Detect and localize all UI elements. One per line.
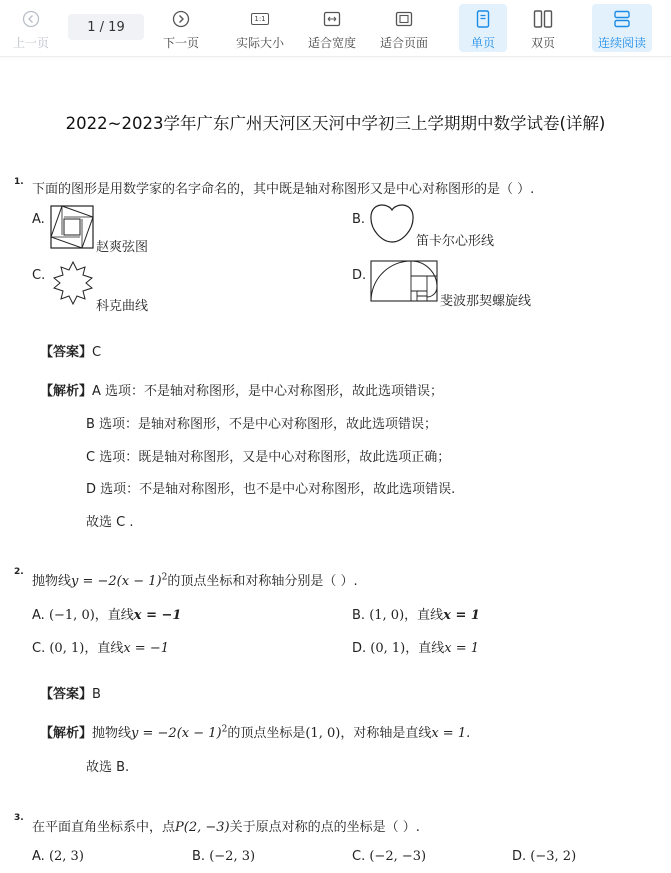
q3-stem-point: P(2, −3) — [175, 820, 230, 835]
q2-option-b-letter: B. — [352, 608, 366, 623]
q2-analysis-mid2: ，对称轴是直线 — [340, 726, 432, 741]
q3-option-a-value: (2, 3) — [48, 849, 84, 864]
q1-answer-value: C — [92, 345, 102, 360]
q1-answer-line — [40, 341, 101, 360]
single-page-label: 单页 — [470, 36, 495, 50]
q2-analysis-tag: 【解析】 — [40, 726, 93, 741]
q2-option-d-line-text: ，直线 — [405, 641, 445, 656]
koch-snowflake-figure — [50, 260, 96, 306]
actual-size-label: 实际大小 — [235, 36, 284, 50]
q2-answer-tag: 【答案】 — [40, 687, 93, 702]
q3-option-c-value: (−2, −3) — [369, 849, 427, 864]
zhao-shuang-diagram-figure — [50, 205, 94, 249]
q2-stem — [32, 570, 358, 589]
cardioid-figure — [368, 202, 416, 244]
q2-number: 2. — [14, 567, 24, 577]
q3-option-b — [192, 849, 255, 864]
q1-option-b-letter: B. — [352, 212, 366, 227]
q1-analysis-line-2: B 选项：是轴对称图形，不是中心对称图形，故此选项错误； — [86, 417, 438, 432]
q2-analysis-equation: y = −2(x − 1) — [131, 726, 222, 741]
q3-stem — [32, 816, 420, 835]
fit-page-button[interactable] — [374, 4, 434, 52]
q2-option-a-equation: x = −1 — [133, 608, 182, 623]
q2-option-a-letter: A. — [32, 608, 45, 623]
document-title: 2022~2023学年广东广州天河区天河中学初三上学期期中数学试卷(详解) — [65, 114, 606, 133]
fit-page-label: 适合页面 — [379, 36, 428, 50]
q1-answer-tag: 【答案】 — [40, 345, 93, 360]
q2-stem-prefix: 抛物线 — [32, 574, 72, 589]
page-current-input[interactable]: 1 — [87, 19, 96, 35]
q2-stem-equation: y = −2(x − 1) — [71, 574, 162, 589]
q1-analysis-line-4: D 选项：不是轴对称图形，也不是中心对称图形，故此选项错误. — [86, 482, 456, 497]
q1-analysis-line-3: C 选项：既是轴对称图形，又是中心对称图形，故此选项正确； — [86, 450, 451, 465]
fit-width-icon — [323, 8, 341, 30]
q2-analysis-point: (1, 0) — [305, 726, 341, 741]
q2-analysis-line-1 — [40, 722, 470, 741]
q2-option-b-line-text: ，直线 — [404, 608, 444, 623]
double-page-icon — [533, 8, 553, 30]
q3-stem-suffix: 关于原点对称的点的坐标是（ ）. — [229, 820, 420, 835]
q1-option-b-caption: 笛卡尔心形线 — [416, 234, 495, 249]
q3-option-a — [32, 849, 84, 864]
q2-option-c-equation: x = −1 — [123, 641, 169, 656]
viewer-toolbar — [0, 0, 671, 57]
q2-analysis-exponent: 2 — [221, 724, 228, 735]
q2-option-c — [32, 637, 169, 656]
q3-option-b-value: (−2, 3) — [209, 849, 256, 864]
q2-analysis-line-2: 故选 B. — [86, 760, 130, 775]
actual-size-icon — [251, 8, 268, 30]
q1-option-a-caption: 赵爽弦图 — [96, 240, 149, 255]
fit-width-button[interactable] — [302, 4, 362, 52]
next-page-label: 下一页 — [162, 36, 199, 50]
continuous-reading-button[interactable] — [592, 4, 652, 52]
continuous-reading-label: 连续阅读 — [597, 36, 646, 50]
fit-width-label: 适合宽度 — [307, 36, 356, 50]
actual-size-button[interactable] — [230, 4, 290, 52]
chevron-right-circle-icon — [172, 8, 190, 30]
q3-number: 3. — [14, 813, 24, 823]
q2-option-d — [352, 637, 479, 656]
prev-page-button[interactable] — [8, 4, 54, 52]
fit-page-icon — [395, 8, 413, 30]
q1-option-a-letter: A. — [32, 212, 45, 227]
single-page-icon — [476, 8, 490, 30]
q3-option-d-value: (−3, 2) — [530, 849, 577, 864]
q2-answer-line — [40, 683, 101, 702]
q1-analysis-text-1: A 选项：不是轴对称图形，是中心对称图形，故此选项错误； — [92, 384, 444, 399]
q3-option-d-letter: D. — [512, 849, 527, 864]
q3-option-d — [512, 849, 576, 864]
q2-option-a — [32, 604, 181, 623]
q3-option-a-letter: A. — [32, 849, 45, 864]
q2-answer-value: B — [92, 687, 101, 702]
single-page-button[interactable] — [459, 4, 507, 52]
q2-option-d-letter: D. — [352, 641, 367, 656]
q2-option-d-point: (0, 1) — [370, 641, 406, 656]
q3-option-b-letter: B. — [192, 849, 206, 864]
page-total: / 19 — [99, 19, 125, 35]
q1-analysis-tag: 【解析】 — [40, 384, 93, 399]
q1-option-c-caption: 科克曲线 — [96, 299, 149, 314]
next-page-button[interactable] — [158, 4, 204, 52]
q3-stem-prefix: 在平面直角坐标系中，点 — [32, 820, 176, 835]
page-indicator[interactable] — [68, 14, 144, 40]
q2-option-d-equation: x = 1 — [444, 641, 480, 656]
q3-option-c — [352, 849, 426, 864]
q2-analysis-prefix: 抛物线 — [92, 726, 132, 741]
q3-option-c-letter: C. — [352, 849, 366, 864]
continuous-reading-icon — [613, 8, 631, 30]
double-page-button[interactable] — [519, 4, 567, 52]
q2-stem-suffix: 的顶点坐标和对称轴分别是（ ）. — [167, 574, 358, 589]
q2-option-a-line-text: ，直线 — [94, 608, 134, 623]
double-page-label: 双页 — [530, 36, 555, 50]
q2-option-c-point: (0, 1) — [49, 641, 85, 656]
actual-size-icon-text: 1:1 — [251, 13, 268, 25]
q1-analysis-line-1 — [40, 380, 443, 399]
q2-option-a-point: (−1, 0) — [48, 608, 95, 623]
q2-analysis-axis: x = 1. — [431, 726, 471, 741]
q2-option-c-line-text: ，直线 — [84, 641, 124, 656]
q2-stem-exponent: 2 — [161, 572, 168, 583]
q1-option-d-letter: D. — [352, 268, 367, 283]
q1-option-d-caption: 斐波那契螺旋线 — [440, 294, 532, 309]
q1-number: 1. — [14, 177, 24, 187]
fibonacci-spiral-figure — [370, 260, 438, 302]
q2-analysis-mid: 的顶点坐标是 — [227, 726, 306, 741]
q2-option-b-point: (1, 0) — [369, 608, 405, 623]
q2-option-c-letter: C. — [32, 641, 46, 656]
q2-option-b — [352, 604, 480, 623]
q1-option-c-letter: C. — [32, 268, 46, 283]
q2-option-b-equation: x = 1 — [443, 608, 480, 623]
q1-analysis-line-5: 故选 C . — [86, 515, 134, 530]
q1-stem: 下面的图形是用数学家的名字命名的，其中既是轴对称图形又是中心对称图形的是（ ）. — [32, 182, 535, 197]
chevron-left-circle-icon — [22, 8, 40, 30]
prev-page-label: 上一页 — [12, 36, 49, 50]
